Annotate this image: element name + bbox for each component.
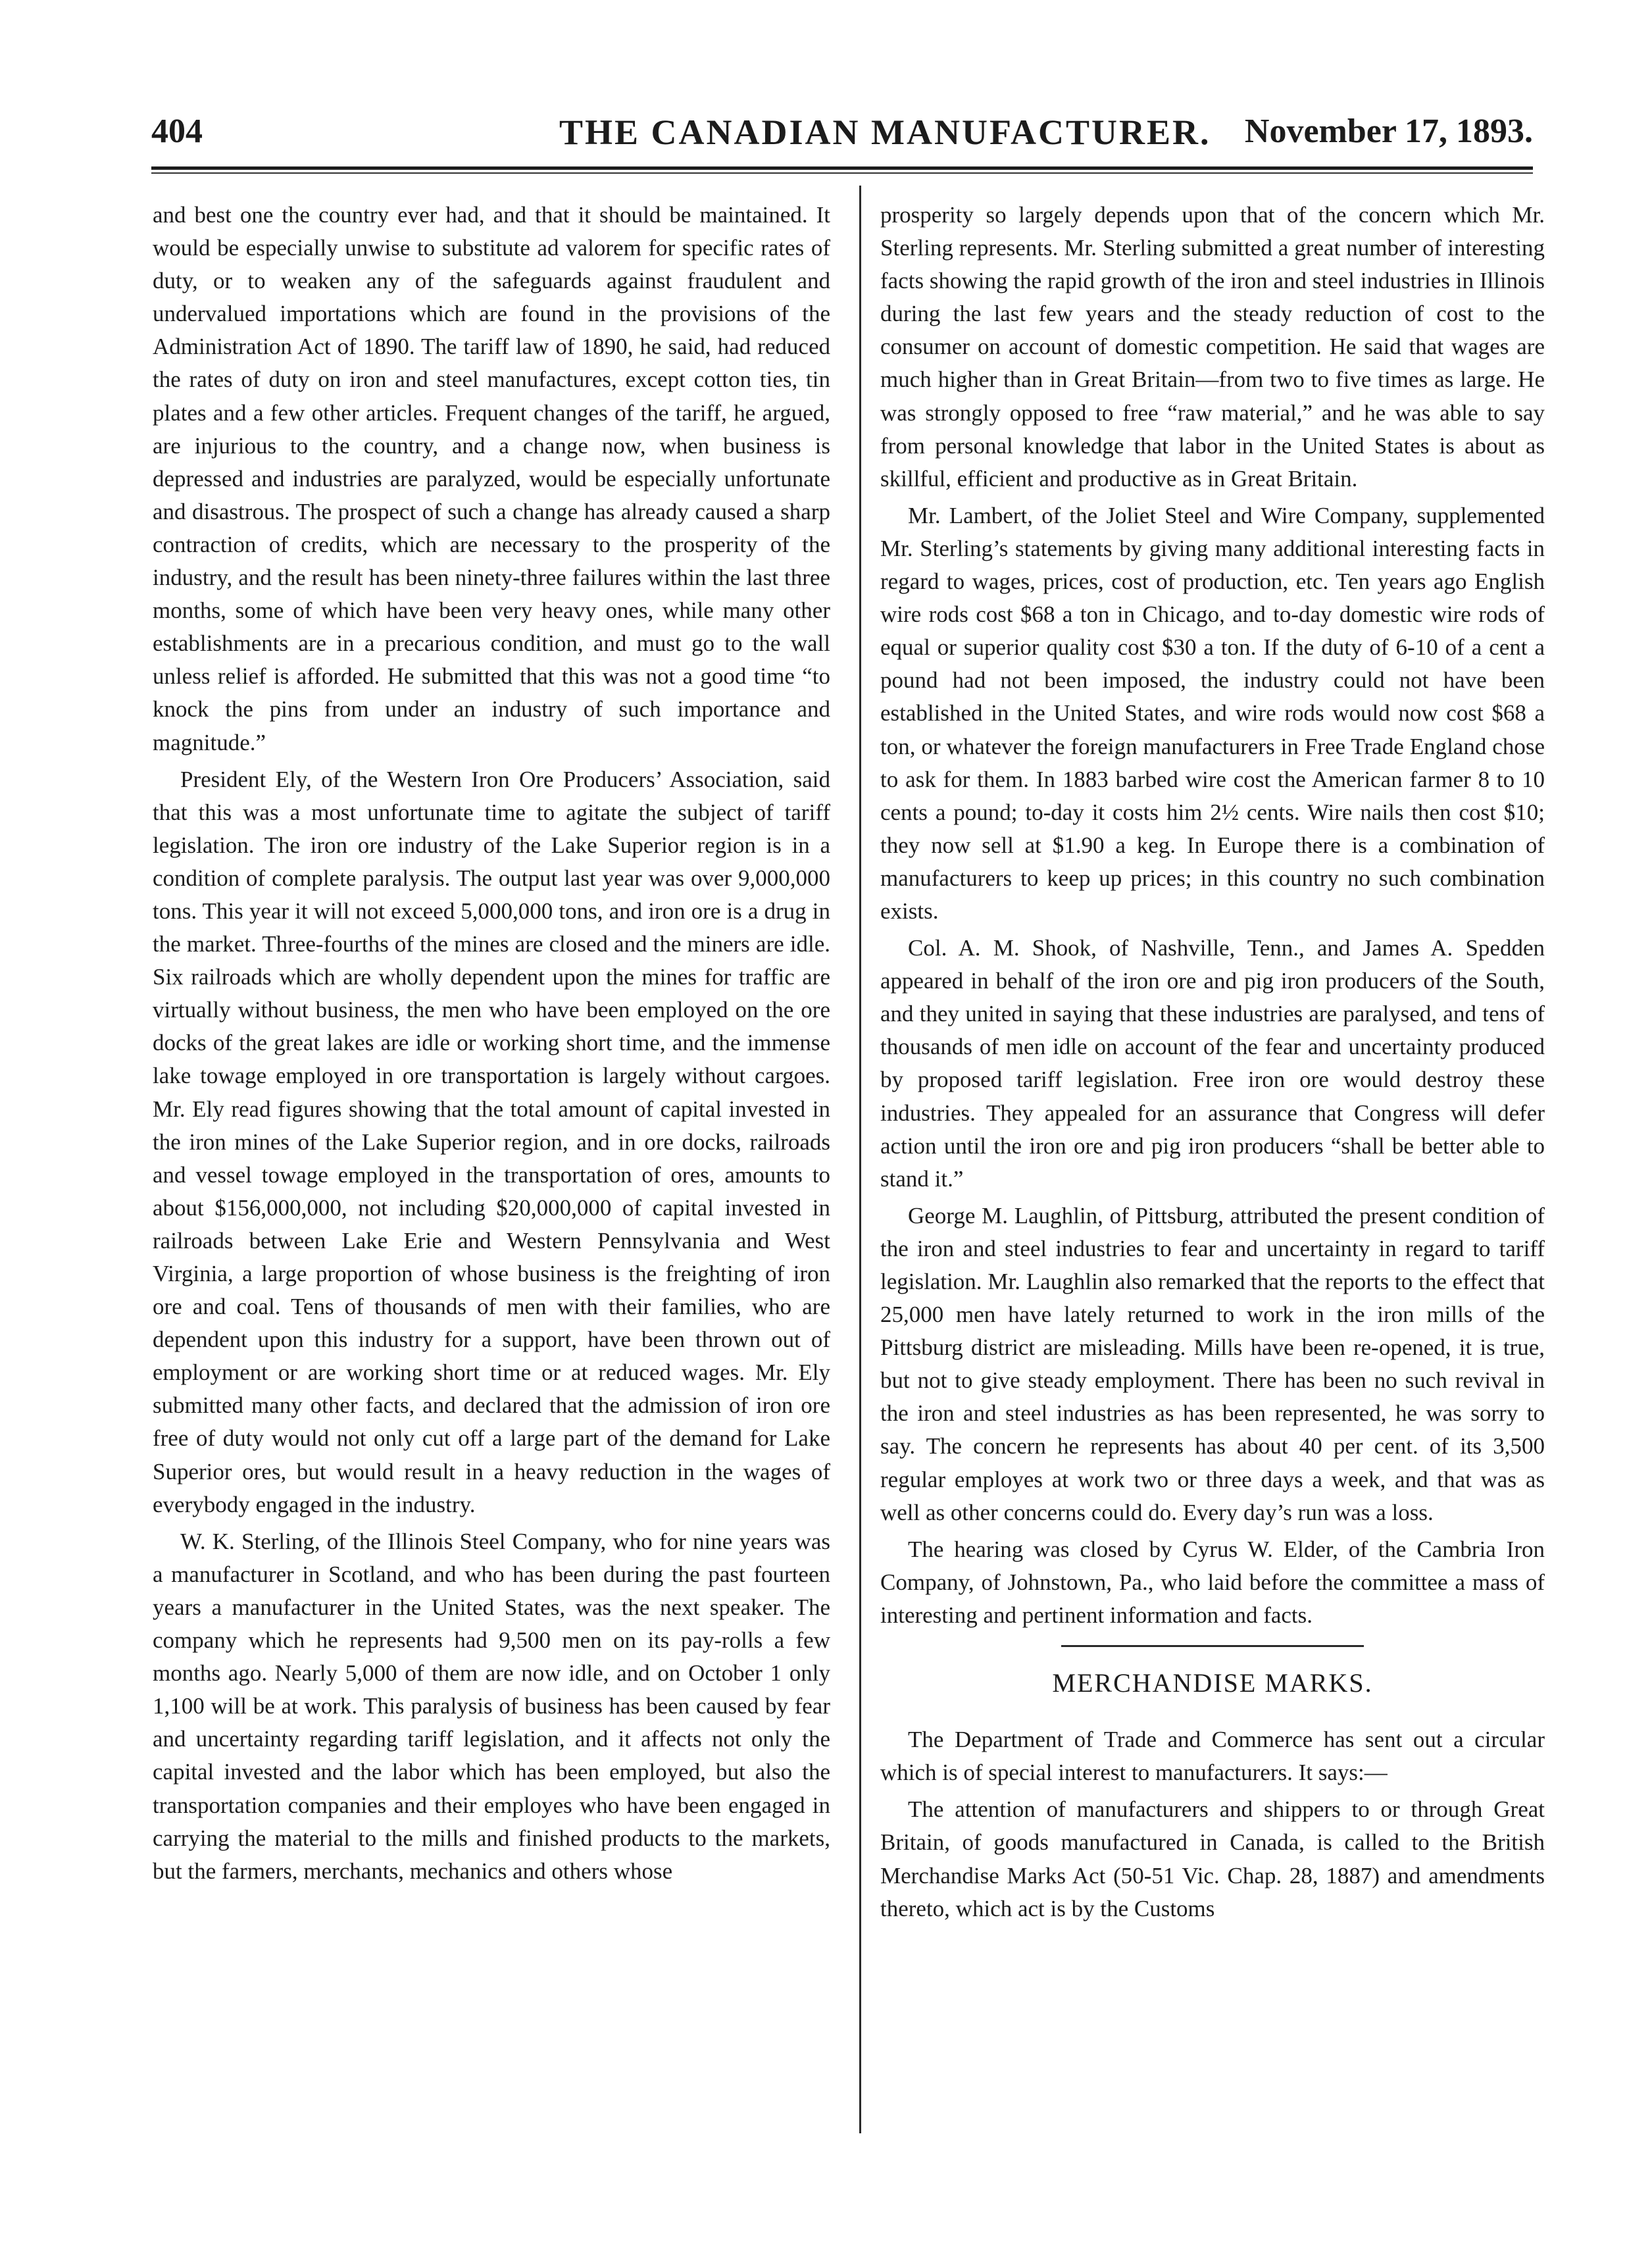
paragraph: President Ely, of the Western Iron Ore Producers’ Association, said that this was a most unfortunate time to agitate the subject of tariff legislation. The iron ore industry of the Lake Superior region is in a condition of complete paralysis. The output last year was over 9,000,000 tons. This year it will not exceed 5,000,000 tons, and iron ore is a drug in the market. Three-fourths of the mines are closed and the miners are idle. Six railroads which are wholly dependent upon the mines for traffic are virtually without business, the men who have been employed on the ore docks of the great lakes are idle or working short time, and the immense lake towage employed in ore transportation is largely without cargoes. Mr. Ely read figures showing that the total amount of capital invested in the iron mines of the Lake Superior region, and in ore docks, railroads and vessel towage employed in the transportation of ores, amounts to about $156,000,000, not including $20,000,000 of capital invested in railroads between Lake Erie and Western Pennsylvania and West Virginia, a large proportion of whose business is the freighting of iron ore and coal. Tens of thousands of men with their families, who are dependent upon this industry for a support, have been thrown out of employment or are working short time or at reduced wages. Mr. Ely submitted many other facts, and declared that the admission of iron ore free of duty would not only cut off a large part of the demand for Lake Superior ores, but would result in a heavy reduction in the wages of everybody engaged in the industry. <box>153 766 830 1517</box>
paragraph: George M. Laughlin, of Pittsburg, attributed the present condition of the iron and steel industries to fear and uncertainty in regard to tariff legislation. Mr. Laughlin also remarked that the reports to the effect that 25,000 men have lately returned to work in the iron mills of the Pittsburg district are misleading. Mills have been re-opened, it is true, but not to give steady employment. There has been no such revival in the iron and steel industries as has been represented, he was sorry to say. The concern he represents has about 40 per cent. of its 3,500 regular employes at work two or three days a week, and that was as well as other concerns could do. Every day’s run was a loss. <box>880 1202 1545 1525</box>
paragraph: The attention of manufacturers and shippers to or through Great Britain, of goods manufactured in Canada, is called to the British Merchandise Marks Act (50-51 Vic. Chap. 28, 1887) and amendments thereto, which act is by the Customs <box>880 1796 1545 1921</box>
section-heading: MERCHANDISE MARKS. <box>1052 1668 1373 1698</box>
header-rule-thin <box>151 172 1533 174</box>
right-column <box>880 199 1545 1929</box>
column-divider <box>859 186 861 2133</box>
page-number: 404 <box>151 113 203 150</box>
issue-date: November 17, 1893. <box>1244 113 1533 150</box>
left-column <box>153 199 830 1892</box>
paragraph: The Department of Trade and Commerce has sent out a circular which is of special interest to manufacturers. It says:— <box>880 1727 1545 1786</box>
page-header <box>151 105 1533 165</box>
paragraph: prosperity so largely depends upon that of the concern which Mr. Sterling represents. Mr. Sterling submitted a great number of interesting facts showing the rapid growth of the iron and steel industries in Illinois during the last few years and the steady reduction of cost to the consumer on account of domestic competition. He said that wages are much higher than in Great Britain—from two to five times as large. He was strongly opposed to free “raw material,” and he was able to say from personal knowledge that labor in the United States is about as skillful, efficient and productive as in Great Britain. <box>880 202 1545 492</box>
paragraph: and best one the country ever had, and that it should be maintained. It would be especially unwise to substitute ad valorem for specific rates of duty, or to weaken any of the safeguards against fraudulent and undervalued importations which are found in the provisions of the Administration Act of 1890. The tariff law of 1890, he said, had reduced the rates of duty on iron and steel manufactures, except cotton ties, tin plates and a few other articles. Frequent changes of the tariff, he argued, are injurious to the country, and a change now, when business is depressed and industries are paralyzed, would be especially unfortunate and disastrous. The prospect of such a change has already caused a sharp contraction of credits, which are necessary to the prosperity of the industry, and the result has been ninety-three failures within the last three months, some of which have been very heavy ones, while many other establishments are in a precarious condition, and must go to the wall unless relief is afforded. He submitted that this was not a good time “to knock the pins from under an industry of such importance and magnitude.” <box>153 202 830 755</box>
paragraph: The hearing was closed by Cyrus W. Elder, of the Cambria Iron Company, of Johnstown, Pa., who laid before the committee a mass of interesting and pertinent information and facts. <box>880 1536 1545 1628</box>
paragraph: Mr. Lambert, of the Joliet Steel and Wire Company, supplemented Mr. Sterling’s statements by giving many additional interesting facts in regard to wages, prices, cost of production, etc. Ten years ago English wire rods cost $68 a ton in Chicago, and to-day domestic wire rods of equal or superior quality cost $30 a ton. If the duty of 6-10 of a cent a pound had not been imposed, the industry could not have been established in the United States, and wire rods would now cost $68 a ton, or whatever the foreign manufacturers in Free Trade England chose to ask for them. In 1883 barbed wire cost the American farmer 8 to 10 cents a pound; to-day it costs him 2½ cents. Wire nails then cost $10; they now sell at $1.90 a keg. In Europe there is a combination of manufacturers to keep up prices; in this country no such combination exists. <box>880 502 1545 924</box>
publication-title: THE CANADIAN MANUFACTURER. <box>559 113 1211 152</box>
paragraph: W. K. Sterling, of the Illinois Steel Company, who for nine years was a manufacturer in Scotland, and who has been during the past fourteen years a manufacturer in the United States, was the next speaker. The company which he represents had 9,500 men on its pay-rolls a few months ago. Nearly 5,000 of them are now idle, and on October 1 only 1,100 will be at work. This paralysis of business has been caused by fear and uncertainty regarding tariff legislation, and it affects not only the capital invested and the labor which has been employed, but also the transportation companies and their employes who have been engaged in carrying the material to the mills and finished products to the markets, but the farmers, merchants, mechanics and others whose <box>153 1528 830 1884</box>
section-rule <box>1061 1645 1364 1647</box>
paragraph: Col. A. M. Shook, of Nashville, Tenn., and James A. Spedden appeared in behalf of the iron ore and pig iron producers of the South, and they united in saying that these industries are paralysed, and tens of thousands of men idle on account of the fear and uncertainty produced by proposed tariff legislation. Free iron ore would destroy these industries. They appealed for an assurance that Congress will defer action until the iron ore and pig iron producers “shall be better able to stand it.” <box>880 935 1545 1192</box>
header-rule-thick <box>151 166 1533 170</box>
